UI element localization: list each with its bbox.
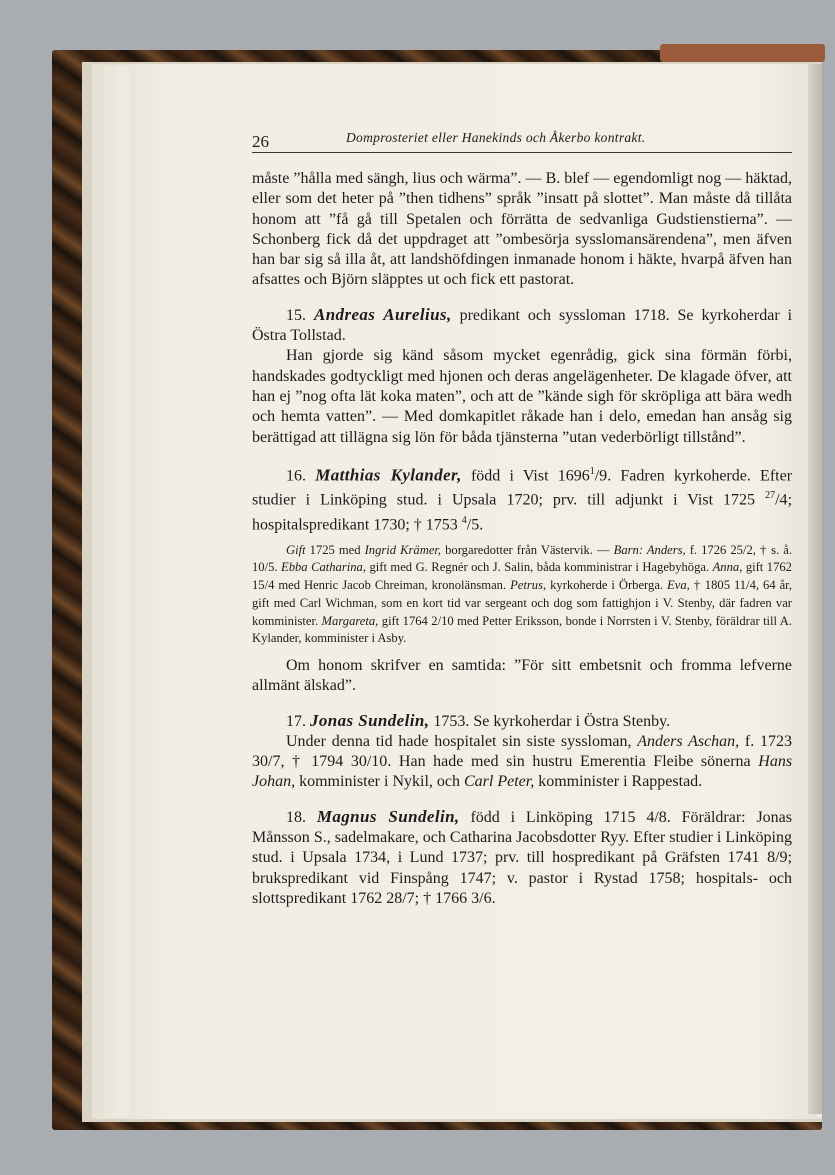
entry-16-quote: Om honom skrifver en samtida: ”För sitt embetsnit och fromma lefverne allmänt älskad”. <box>252 656 792 695</box>
running-title: Domprosteriet eller Hanekinds och Åkerbo kontrakt. <box>346 130 646 145</box>
page-number: 26 <box>252 132 269 151</box>
entry-name: Jonas Sundelin, <box>310 710 430 730</box>
entry-17-body: Under denna tid hade hospitalet sin siste syssloman, Anders Aschan, f. 1723 30/7, † 1794 30/10. Han hade med sin hustru Emerentia Fleibe sönerna Hans Johan, komminister i Nykil, och Carl Peter, komminister i Rappestad. <box>252 732 793 791</box>
page-gutter <box>808 64 822 1114</box>
page-header <box>252 128 792 153</box>
entry-18: 18. Magnus Sundelin, född i Linköping 1715 4/8. Föräldrar: Jonas Månsson S., sadelmakare, och Catharina Jacobsdotter Ryy. Efter studier i Linköping stud. i Upsala 1734, i Lund 1737; prv. till hospredikant på Gräfsten 1741 8/9; brukspredikant vid Finspång 1747; v. pastor i Rystad 1758; hospitals- och slottspredikant 1762 28/7; † 1766 3/6. <box>252 806 793 907</box>
page-text <box>252 128 792 909</box>
entry-16: 16. Matthias Kylander, född i Vist 1696$^1$/9. Fadren kyrkoherde. Efter studier i Linköping stud. i Upsala 1720; prv. till adjunkt i Vist 1725 $^{27}$/4; hospitalspredikant 1730; † 1753 $^4$/5. <box>252 465 793 534</box>
entry-15-body: Han gjorde sig känd såsom mycket egenrådig, gick sina förmän förbi, handskades godtyckligt med hjonen och deras angelägenheter. De klagade öfver, att han ej ”nog ofta lät koka maten”, och att de ”kände sigh för skröpliga att bära wedh och hemta vatten”. — Med domkapitlet råkade han i delo, emedan han ansåg sig berättigad att tillägna sig lön för båda tjänsterna ”utan vederbörligt tillstånd”. <box>252 347 792 446</box>
entry-name: Matthias Kylander, <box>315 465 462 485</box>
entry-name: Andreas Aurelius, <box>313 304 452 324</box>
entry-15: 15. Andreas Aurelius, predikant och syssloman 1718. Se kyrkoherdar i Östra Tollstad. <box>252 304 793 345</box>
family-note: Gift 1725 med Ingrid Krämer, borgaredotter från Västervik. — Barn: Anders, f. 1726 25/2, † s. å. 10/5. Ebba Catharina, gift med G. Regnér och J. Salin, båda komministrar i Hagebyhöga. Anna, gift 1762 15/4 med Henric Jacob Chreiman, kronolänsman. Petrus, kyrkoherde i Örberga. Eva, † 1805 11/4, 64 år, gift med Carl Wichman, som en kort tid var sergeant och dog som fattighjon i V. Stenby, där fadren var komminister. Margareta, gift 1764 2/10 med Petter Eriksson, bonde i Norrsten i V. Stenby, föräldrar till A. Kylander, komminister i Asby. <box>252 542 793 646</box>
entry-name: Magnus Sundelin, <box>316 806 460 826</box>
paragraph-intro: måste ”hålla med sängh, lius och wärma”. — B. blef — egendomligt nog — häktad, eller som det heter på ”then tidhens” språk ”insatt på slottet”. Man måste då tillåta honom att ”få gå till Spetalen och förrätta de sedvanliga Gudstienstierna”. — Schonberg fick då det uppdraget att ”ombesörja sysslomansärendena”, men äfven han bar sig så illa åt, att landshöfdingen inmanade honom i häkte, hvarpå äfven han afsattes och Björn släpptes ut och fick ett pastorat. <box>252 170 792 289</box>
entry-17: 17. Jonas Sundelin, 1753. Se kyrkoherdar i Östra Stenby. <box>286 710 671 730</box>
cover-spine-edge <box>660 44 825 62</box>
